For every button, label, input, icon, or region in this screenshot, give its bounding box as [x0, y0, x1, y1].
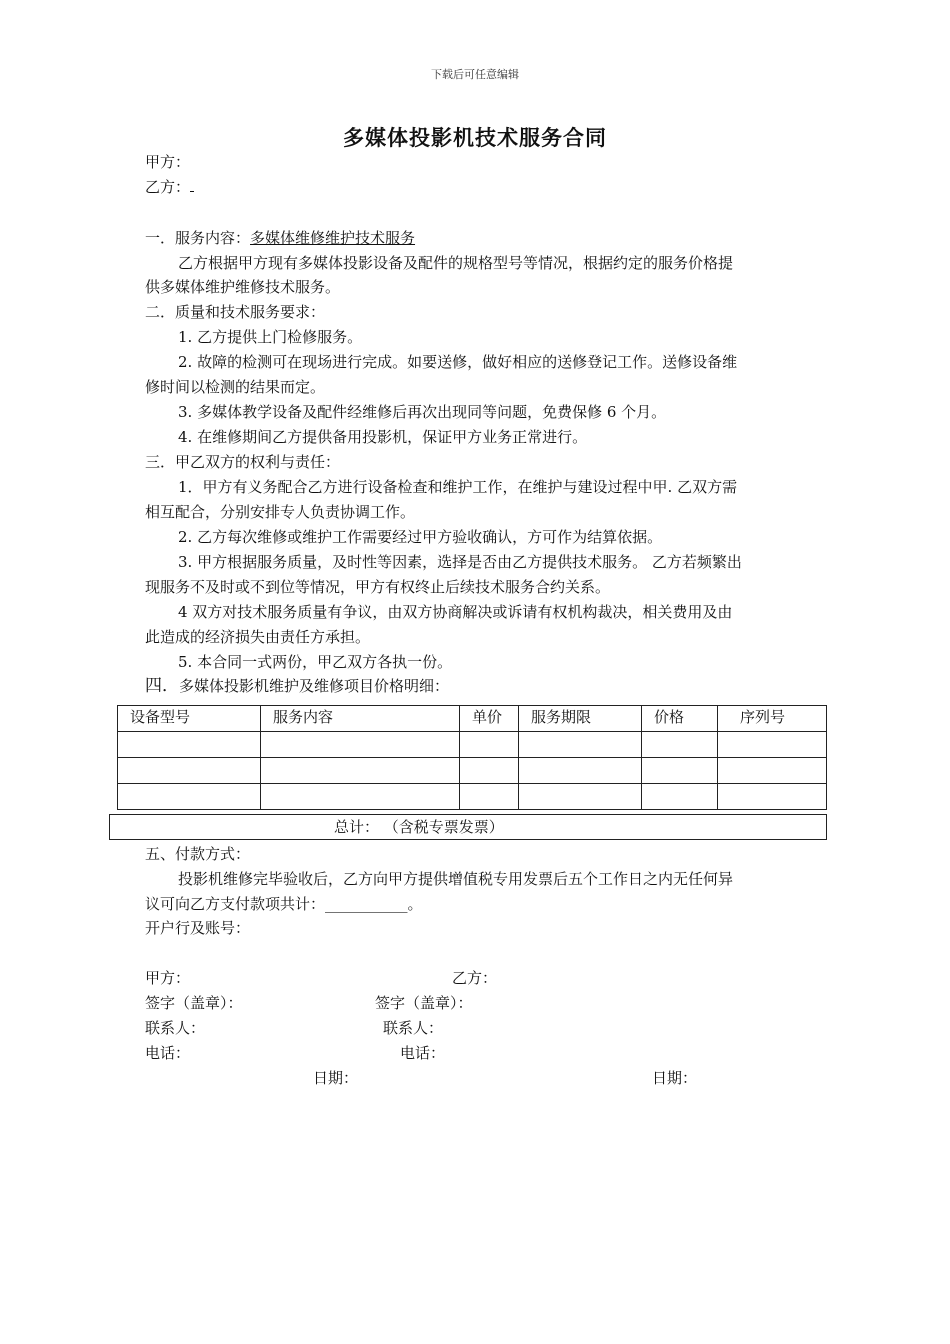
section1-heading-value: 多媒体维修维护技术服务: [250, 229, 416, 247]
phone-a: 电话：: [145, 1044, 191, 1062]
section2-item3: 3. 多媒体教学设备及配件经维修后再次出现同等问题，免费保修 6 个月。: [178, 403, 667, 421]
section5-para-line2: 议可向乙方支付款项共计：___________。: [145, 895, 423, 913]
table-header-row: [118, 706, 827, 732]
date-a: 日期：: [313, 1069, 359, 1087]
payment-amount-blank: ___________: [325, 895, 408, 913]
section2-item2-line2: 修时间以检测的结果而定。: [145, 378, 326, 396]
table-cell: [460, 784, 519, 810]
section3-item1-line2: 相互配合，分别安排专人负责协调工作。: [145, 503, 416, 521]
section1-heading: 一．服务内容：多媒体维修维护技术服务: [145, 229, 416, 247]
section5-heading: 五、付款方式：: [145, 845, 251, 863]
header-note: 下载后可任意编辑: [431, 68, 519, 81]
column-header-price: 价格: [642, 706, 718, 732]
column-header-service: 服务内容: [261, 706, 460, 732]
table-row: [118, 784, 827, 810]
sign-party-b: 乙方：: [452, 969, 498, 987]
date-b: 日期：: [652, 1069, 698, 1087]
document-title: 多媒体投影机技术服务合同: [343, 125, 607, 150]
section2-item2-line1: 2. 故障的检测可在现场进行完成。如要送修，做好相应的送修登记工作。送修设备维: [178, 353, 738, 371]
table-cell: [642, 784, 718, 810]
section3-item4-line1: 4 双方对技术服务质量有争议，由双方协商解决或诉请有权机构裁决，相关费用及由: [178, 603, 733, 621]
table-cell: [261, 732, 460, 758]
party-b-blank: [190, 177, 194, 192]
section1-para-line1: 乙方根据甲方现有多媒体投影设备及配件的规格型号等情况，根据约定的服务价格提: [178, 254, 734, 272]
section3-item4-line2: 此造成的经济损失由责任方承担。: [145, 628, 371, 646]
sign-seal-a: 签字（盖章）：: [145, 994, 243, 1012]
table-row: [118, 758, 827, 784]
party-a-label: 甲方：: [145, 153, 191, 171]
table-cell: [118, 758, 261, 784]
table-cell: [642, 758, 718, 784]
table-cell: [519, 758, 642, 784]
section3-item1-line1: 1．甲方有义务配合乙方进行设备检查和维护工作，在维护与建设过程中甲. 乙双方需: [178, 478, 738, 496]
sign-party-a: 甲方：: [145, 969, 191, 987]
table-total-label: 总计： （含税专票发票）: [334, 818, 504, 836]
column-header-serial: 序列号: [718, 706, 827, 732]
table-cell: [118, 732, 261, 758]
table-cell: [460, 732, 519, 758]
party-b-label: 乙方：: [145, 177, 194, 197]
section2-item1: 1. 乙方提供上门检修服务。: [178, 328, 363, 346]
section5-para-line1: 投影机维修完毕验收后，乙方向甲方提供增值税专用发票后五个工作日之内无任何异: [178, 870, 734, 888]
section2-item4: 4. 在维修期间乙方提供备用投影机，保证甲方业务正常进行。: [178, 428, 588, 446]
table-total-row: [109, 814, 827, 840]
table-cell: [261, 758, 460, 784]
column-header-unit-price: 单价: [460, 706, 519, 732]
section3-item3-line2: 现服务不及时或不到位等情况，甲方有权终止后续技术服务合约关系。: [145, 578, 611, 596]
section3-item3-line1: 3. 甲方根据服务质量，及时性等因素，选择是否由乙方提供技术服务。 乙方若频繁出: [178, 553, 742, 571]
section3-item2: 2. 乙方每次维修或维护工作需要经过甲方验收确认，方可作为结算依据。: [178, 528, 663, 546]
bank-account-label: 开户行及账号：: [145, 919, 251, 937]
sign-seal-b: 签字（盖章）：: [375, 994, 473, 1012]
table-cell: [261, 784, 460, 810]
table-row: [118, 732, 827, 758]
contact-b: 联系人：: [383, 1019, 444, 1037]
section4-heading: 四．多媒体投影机维护及维修项目价格明细：: [145, 676, 450, 696]
table-cell: [118, 784, 261, 810]
section1-para-line2: 供多媒体维护维修技术服务。: [145, 278, 341, 296]
table-cell: [718, 784, 827, 810]
section3-heading: 三．甲乙双方的权利与责任：: [145, 453, 341, 471]
phone-b: 电话：: [400, 1044, 446, 1062]
table-cell: [718, 758, 827, 784]
table-cell: [642, 732, 718, 758]
section3-item5: 5. 本合同一式两份，甲乙双方各执一份。: [178, 653, 453, 671]
table-cell: [460, 758, 519, 784]
contact-a: 联系人：: [145, 1019, 206, 1037]
column-header-model: 设备型号: [118, 706, 261, 732]
section4-number: 四．: [145, 676, 179, 696]
column-header-period: 服务期限: [519, 706, 642, 732]
section2-heading: 二．质量和技术服务要求：: [145, 303, 326, 321]
price-table: [117, 705, 827, 810]
table-cell: [519, 784, 642, 810]
table-cell: [718, 732, 827, 758]
table-cell: [519, 732, 642, 758]
